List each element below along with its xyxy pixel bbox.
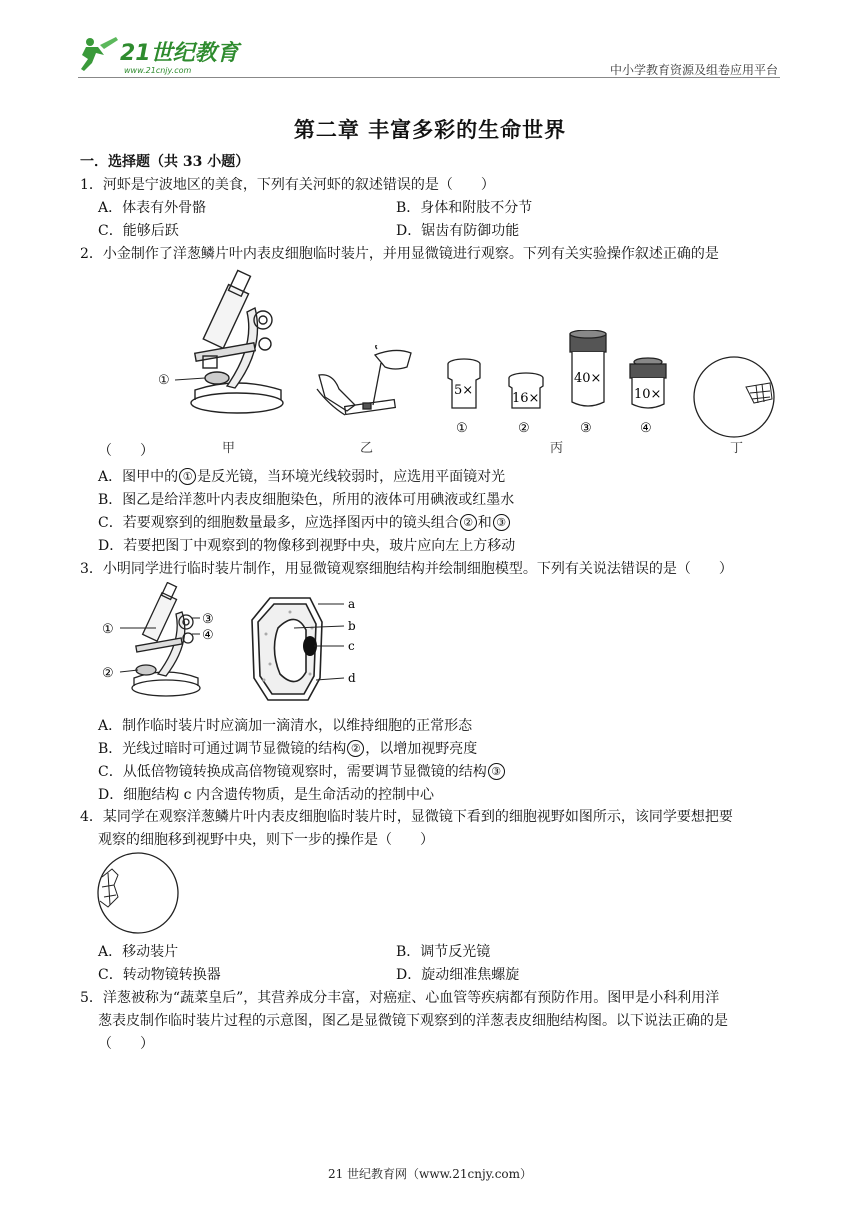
fig-label-ding: 丁 bbox=[730, 441, 744, 456]
plant-cell-figure bbox=[240, 594, 370, 709]
lens-number-2: ② bbox=[518, 421, 530, 436]
microscope-figure-jia bbox=[155, 268, 285, 428]
q1-option-a: A．体表有外骨骼 bbox=[98, 200, 207, 216]
q3-option-d: D．细胞结构 c 内含遗传物质，是生命活动的控制中心 bbox=[98, 787, 434, 803]
fig-label-bing: 丙 bbox=[550, 441, 564, 456]
lens-number-1: ① bbox=[456, 421, 468, 436]
q2-stem: 2．小金制作了洋葱鳞片叶内表皮细胞临时装片，并用显微镜进行观察。下列有关实验操作叙述正确的是 bbox=[80, 246, 719, 262]
q4-stem-line1: 4．某同学在观察洋葱鳞片叶内表皮细胞临时装片时，显微镜下看到的细胞视野如图所示，该同学要想把要 bbox=[80, 809, 733, 825]
field-of-view-q4 bbox=[94, 851, 182, 937]
field-of-view-ding bbox=[690, 355, 780, 440]
q2-option-a: A．图甲中的 ① 是反光镜，当环境光线较弱时，应选用平面镜对光 bbox=[98, 469, 506, 485]
scope-marker-4: ④ bbox=[202, 628, 214, 643]
q1-stem: 1．河虾是宁波地区的美食，下列有关河虾的叙述错误的是（ ） bbox=[80, 177, 495, 193]
svg-text:21世纪教育: 21世纪教育 bbox=[120, 41, 239, 66]
site-label: 中小学教育资源及组卷应用平台 bbox=[609, 63, 778, 77]
q4-option-c: C．转动物镜转换器 bbox=[98, 967, 221, 983]
lens-label-3: 40× bbox=[574, 371, 602, 386]
q4-option-b: B．调节反光镜 bbox=[396, 944, 491, 960]
microscope-figure-q3 bbox=[100, 582, 225, 702]
q4-stem-line2: 观察的细胞移到视野中央，则下一步的操作是（ ） bbox=[98, 832, 434, 848]
fig-label-jia: 甲 bbox=[222, 441, 236, 456]
q1-option-c: C．能够后跃 bbox=[98, 223, 179, 239]
scope-marker-1: ① bbox=[102, 622, 114, 637]
cell-marker-d: d bbox=[348, 671, 356, 685]
q5-stem-line3: （ ） bbox=[98, 1036, 154, 1052]
lens-label-2: 16× bbox=[512, 391, 540, 406]
q3-stem: 3．小明同学进行临时装片制作，用显微镜观察细胞结构并绘制细胞模型。下列有关说法错误的是（ ） bbox=[80, 561, 733, 577]
page-title: 第二章 丰富多彩的生命世界 bbox=[293, 118, 567, 142]
header-divider bbox=[78, 77, 780, 78]
q3-option-c: C．从低倍物镜转换成高倍物镜观察时，需要调节显微镜的结构 ③ bbox=[98, 761, 506, 781]
cell-marker-b: b bbox=[348, 619, 356, 633]
fig-label-yi: 乙 bbox=[360, 441, 374, 456]
scope-marker-3: ③ bbox=[202, 612, 214, 627]
cell-marker-c: c bbox=[348, 639, 355, 653]
q3-option-a: A．制作临时装片时应滴加一滴清水，以维持细胞的正常形态 bbox=[98, 718, 473, 734]
mirror-marker: ① bbox=[158, 373, 170, 388]
q2-option-d: D．若要把图丁中观察到的物像移到视野中央，玻片应向左上方移动 bbox=[98, 538, 516, 554]
lens-label-4: 10× bbox=[634, 387, 662, 402]
q4-option-d: D．旋动细准焦螺旋 bbox=[396, 967, 520, 983]
q5-stem-line2: 葱表皮制作临时装片过程的示意图，图乙是显微镜下观察到的洋葱表皮细胞结构图。以下说法正确的是 bbox=[98, 1013, 728, 1029]
q2-option-b: B．图乙是给洋葱叶内表皮细胞染色，所用的液体可用碘液或红墨水 bbox=[98, 492, 515, 508]
scope-marker-2: ② bbox=[102, 666, 114, 681]
lenses-figure-bing bbox=[440, 330, 680, 438]
svg-text:www.21cnjy.com: www.21cnjy.com bbox=[124, 66, 192, 75]
cell-marker-a: a bbox=[348, 597, 356, 611]
q2-option-c: C．若要观察到的细胞数量最多，应选择图丙中的镜头组合 ② 和 ③ bbox=[98, 512, 511, 532]
q1-option-b: B．身体和附肢不分节 bbox=[396, 200, 533, 216]
q2-answer-paren: （ ） bbox=[98, 443, 154, 459]
lens-label-1: 5× bbox=[454, 383, 474, 398]
lens-number-4: ④ bbox=[640, 421, 652, 436]
site-logo bbox=[76, 33, 246, 77]
staining-figure-yi bbox=[315, 345, 415, 420]
section-heading: 一．选择题（共 33 小题） bbox=[80, 154, 250, 170]
q4-option-a: A．移动装片 bbox=[98, 944, 179, 960]
q3-option-b: B．光线过暗时可通过调节显微镜的结构 ② ，以增加视野亮度 bbox=[98, 741, 478, 757]
page-footer: 21 世纪教育网（www.21cnjy.com） bbox=[327, 1167, 533, 1181]
q1-option-d: D．锯齿有防御功能 bbox=[396, 223, 520, 239]
lens-number-3: ③ bbox=[580, 421, 592, 436]
q5-stem-line1: 5．洋葱被称为“蔬菜皇后”，其营养成分丰富，对癌症、心血管等疾病都有预防作用。图甲是小科利用洋 bbox=[80, 990, 720, 1006]
